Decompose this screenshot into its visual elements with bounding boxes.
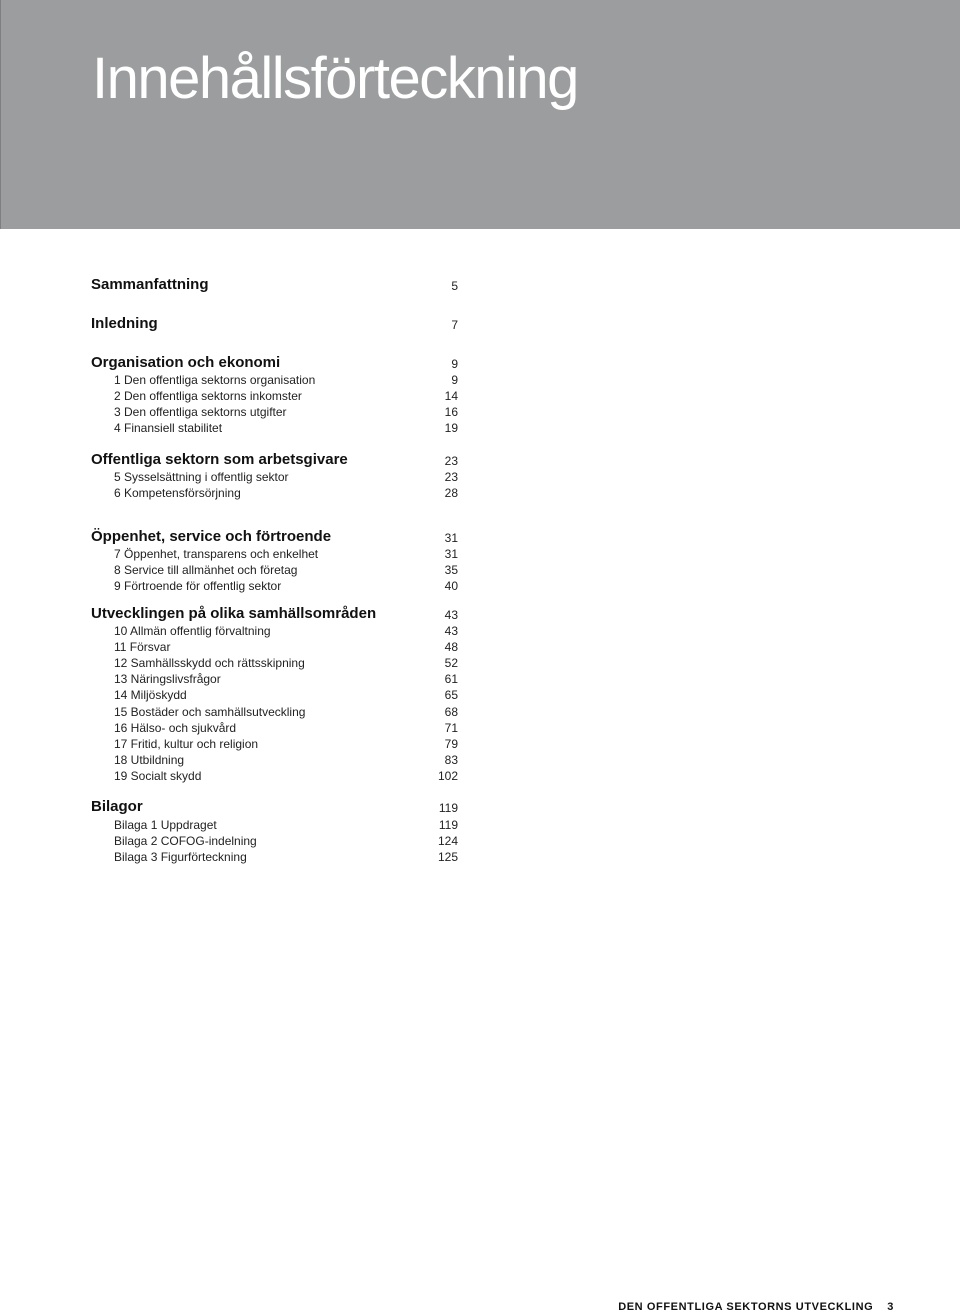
- toc-entry-label: 4 Finansiell stabilitet: [114, 421, 223, 435]
- toc-entry-page: 40: [444, 579, 458, 593]
- page-number: 3: [887, 1301, 894, 1313]
- toc-entry-page: 23: [444, 470, 458, 484]
- toc-entry-page: 48: [444, 640, 458, 654]
- toc-entry-bilaga-3[interactable]: [91, 848, 458, 866]
- toc-entry-chapter-19[interactable]: [91, 767, 458, 785]
- toc-entry-page: 43: [444, 624, 458, 638]
- toc-entry-label: 2 Den offentliga sektorns inkomster: [114, 389, 302, 403]
- toc-entry-label: 7 Öppenhet, transparens och enkelhet: [114, 547, 319, 561]
- toc-entry-label: 16 Hälso- och sjukvård: [114, 721, 237, 735]
- toc-entry-page: 124: [437, 834, 458, 848]
- toc-entry-chapter-9[interactable]: [91, 577, 458, 595]
- toc-entry-label: 14 Miljöskydd: [114, 688, 187, 702]
- toc-entry-page: 23: [444, 454, 458, 468]
- toc-entry-label: 1 Den offentliga sektorns organisation: [114, 373, 316, 387]
- toc-entry-oppenhet[interactable]: [91, 528, 458, 546]
- toc-entry-chapter-14[interactable]: [91, 686, 458, 704]
- toc-entry-page: 5: [451, 279, 458, 293]
- toc-entry-label: Bilaga 1 Uppdraget: [114, 818, 217, 832]
- toc-entry-label: 12 Samhällsskydd och rättsskipning: [114, 656, 305, 670]
- toc-entry-chapter-6[interactable]: [91, 484, 458, 502]
- toc-entry-page: 79: [444, 737, 458, 751]
- toc-entry-label: 8 Service till allmänhet och företag: [114, 563, 298, 577]
- toc-entry-page: 125: [437, 850, 458, 864]
- toc-entry-label: Organisation och ekonomi: [91, 354, 281, 371]
- page-footer: [618, 1301, 894, 1313]
- toc-entry-chapter-4[interactable]: [91, 419, 458, 437]
- toc-entry-page: 119: [438, 801, 458, 815]
- toc-entry-page: 68: [444, 705, 458, 719]
- toc-entry-page: 14: [444, 389, 458, 403]
- toc-entry-label: 10 Allmän offentlig förvaltning: [114, 624, 271, 638]
- toc-entry-label: Sammanfattning: [91, 276, 209, 293]
- toc-entry-label: Bilaga 3 Figurförteckning: [114, 850, 247, 864]
- toc-entry-page: 52: [444, 656, 458, 670]
- toc-entry-inledning[interactable]: [91, 315, 458, 333]
- toc-entry-page: 71: [444, 721, 458, 735]
- toc-entry-label: 18 Utbildning: [114, 753, 185, 767]
- toc-entry-page: 119: [438, 818, 458, 832]
- toc-entry-page: 19: [444, 421, 458, 435]
- toc-entry-page: 16: [444, 405, 458, 419]
- toc-entry-label: 6 Kompetensförsörjning: [114, 486, 241, 500]
- toc-entry-page: 61: [444, 672, 458, 686]
- toc-entry-samhallsomraden[interactable]: [91, 605, 458, 623]
- toc-entry-organisation[interactable]: [91, 354, 458, 372]
- page-title: Innehållsförteckning: [92, 46, 578, 111]
- toc-entry-label: 5 Sysselsättning i offentlig sektor: [114, 470, 289, 484]
- toc-entry-label: Bilagor: [91, 798, 143, 815]
- toc-entry-label: 19 Socialt skydd: [114, 769, 202, 783]
- toc-entry-page: 65: [444, 688, 458, 702]
- toc-entry-label: 3 Den offentliga sektorns utgifter: [114, 405, 287, 419]
- toc-entry-label: 13 Näringslivsfrågor: [114, 672, 221, 686]
- toc-entry-page: 102: [437, 769, 458, 783]
- toc-entry-page: 9: [451, 357, 458, 371]
- toc-entry-label: Utvecklingen på olika samhällsområden: [91, 605, 377, 622]
- toc-entry-label: Bilaga 2 COFOG-indelning: [114, 834, 257, 848]
- toc-entry-page: 9: [451, 373, 458, 387]
- toc-entry-arbetsgivare[interactable]: [91, 451, 458, 469]
- toc-entry-label: 9 Förtroende för offentlig sektor: [114, 579, 282, 593]
- toc-entry-page: 7: [451, 318, 458, 332]
- toc-entry-page: 35: [444, 563, 458, 577]
- running-title: DEN OFFENTLIGA SEKTORNS UTVECKLING: [618, 1301, 874, 1313]
- toc-entry-page: 31: [444, 547, 458, 561]
- toc-entry-label: Inledning: [91, 315, 158, 332]
- toc-entry-label: Öppenhet, service och förtroende: [91, 528, 332, 545]
- toc-entry-label: Offentliga sektorn som arbetsgivare: [91, 451, 348, 468]
- toc-entry-label: 15 Bostäder och samhällsutveckling: [114, 705, 306, 719]
- toc-entry-page: 43: [444, 608, 458, 622]
- toc-entry-page: 28: [444, 486, 458, 500]
- toc-entry-page: 31: [444, 531, 458, 545]
- toc-entry-sammanfattning[interactable]: [91, 276, 458, 294]
- toc-entry-label: 17 Fritid, kultur och religion: [114, 737, 259, 751]
- toc-entry-bilagor[interactable]: [91, 798, 458, 816]
- toc-entry-page: 83: [444, 753, 458, 767]
- toc-entry-label: 11 Försvar: [114, 640, 171, 654]
